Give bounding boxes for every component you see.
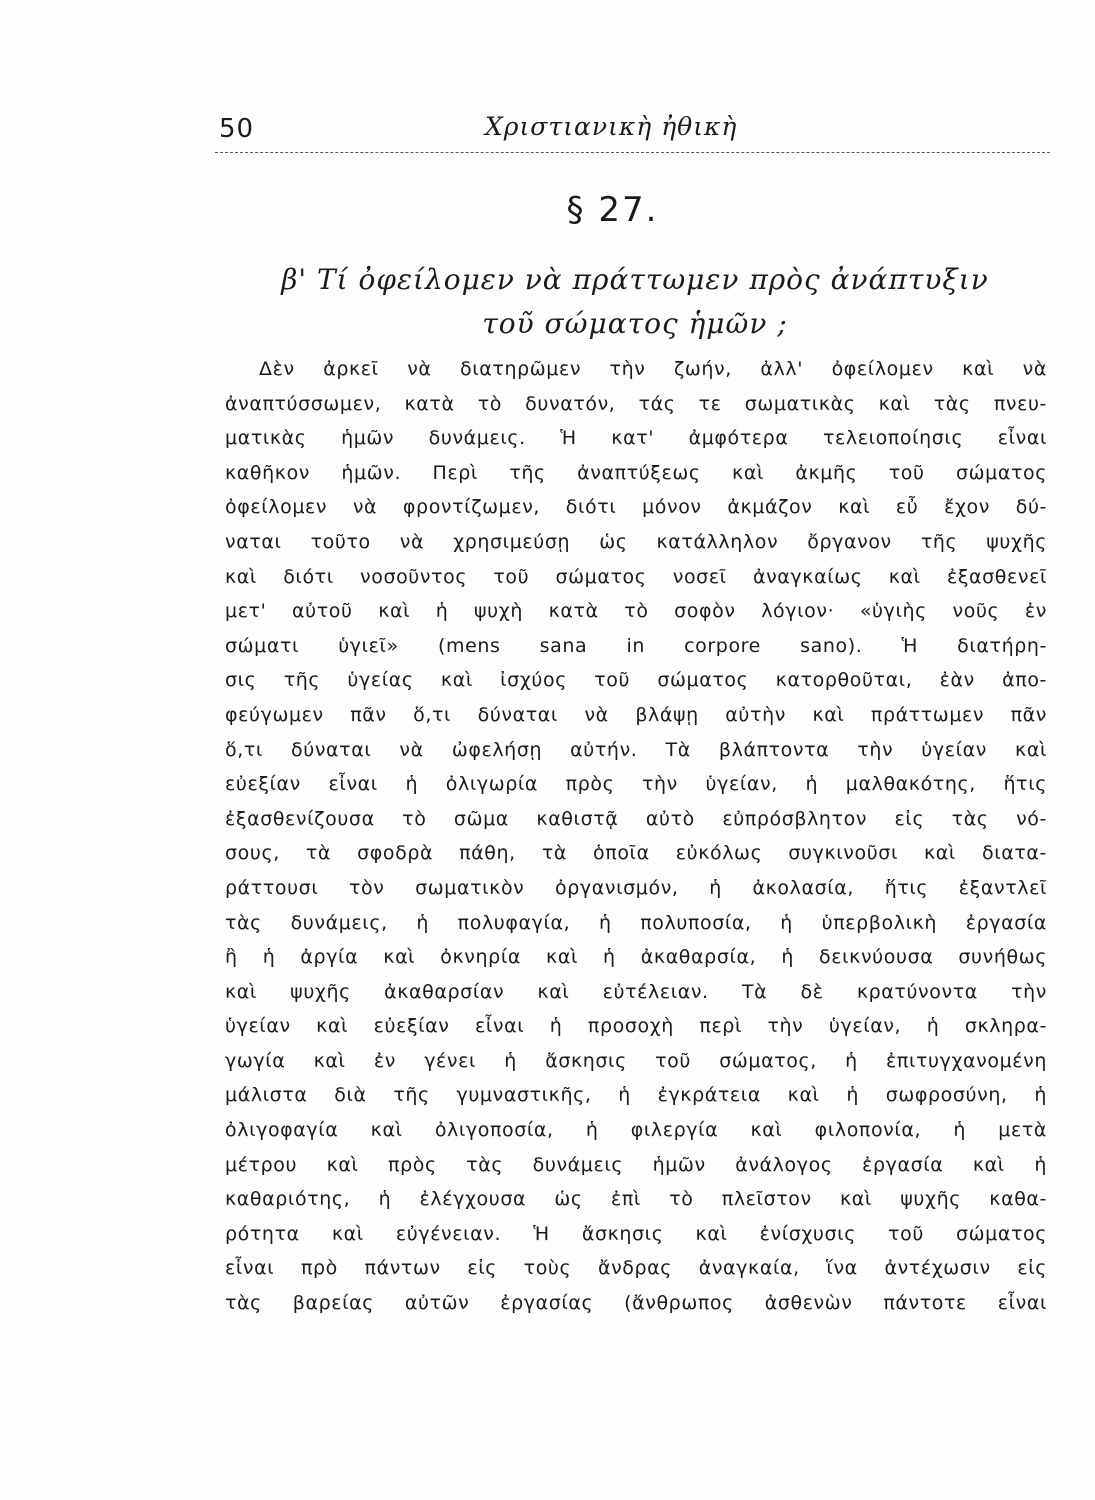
text-line: ράττουσι τὸν σωματικὸν ὀργανισμόν, ἡ ἀκολασία, ἥτις ἐξαντλεῖ <box>225 876 1047 899</box>
text-line: τὰς δυνάμεις, ἡ πολυφαγία, ἡ πολυποσία, ἡ ὑπερβολικὴ ἐργασία <box>225 911 1047 934</box>
text-line: σις τῆς ὑγείας καὶ ἰσχύος τοῦ σώματος κατορθοῦται, ἐὰν ἀπο- <box>225 669 1047 692</box>
text-line: φεύγωμεν πᾶν ὅ,τι δύναται νὰ βλάψῃ αὐτὴν καὶ πράττωμεν πᾶν <box>225 703 1047 726</box>
text-line: εἶναι πρὸ πάντων εἰς τοὺς ἄνδρας ἀναγκαία, ἵνα ἀντέχωσιν εἰς <box>225 1257 1047 1280</box>
text-line: ρότητα καὶ εὐγένειαν. Ἡ ἄσκησις καὶ ἐνίσχυσις τοῦ σώματος <box>225 1222 1047 1245</box>
text-line: ἢ ἡ ἀργία καὶ ὀκνηρία καὶ ἡ ἀκαθαρσία, ἡ δεικνύουσα συνήθως <box>225 946 1047 969</box>
section-number: § 27. <box>566 190 659 230</box>
text-line: καθῆκον ἡμῶν. Περὶ τῆς ἀναπτύξεως καὶ ἀκμῆς τοῦ σώματος <box>225 461 1047 484</box>
text-line: ὀφείλομεν νὰ φροντίζωμεν, διότι μόνον ἀκμάζον καὶ εὖ ἔχον δύ- <box>225 496 1047 519</box>
text-line: ἀναπτύσσωμεν, κατὰ τὸ δυνατόν, τάς τε σωματικὰς καὶ τὰς πνευ- <box>225 392 1047 415</box>
text-line: μέτρου καὶ πρὸς τὰς δυνάμεις ἡμῶν ἀνάλογος ἐργασία καὶ ἡ <box>225 1153 1047 1176</box>
text-line: γωγία καὶ ἐν γένει ἡ ἄσκησις τοῦ σώματος, ἡ ἐπιτυγχανομένη <box>225 1049 1047 1072</box>
body-paragraph <box>225 352 1047 1321</box>
text-line: τὰς βαρείας αὐτῶν ἐργασίας (ἄνθρωπος ἀσθενὼν πάντοτε εἶναι <box>225 1292 1047 1315</box>
text-line: εὐεξίαν εἶναι ἡ ὀλιγωρία πρὸς τὴν ὑγείαν, ἡ μαλθακότης, ἥτις <box>225 773 1047 796</box>
running-title: Χριστιανικὴ ἠθικὴ <box>485 112 738 141</box>
section-heading <box>225 258 1045 346</box>
text-line: ὅ,τι δύναται νὰ ὠφελήσῃ αὐτήν. Τὰ βλάπτοντα τὴν ὑγείαν καὶ <box>225 738 1047 761</box>
running-header <box>215 108 1050 153</box>
text-line: Δὲν ἀρκεῖ νὰ διατηρῶμεν τὴν ζωήν, ἀλλ' ὀφείλομεν καὶ νὰ <box>259 358 1047 380</box>
text-line: ὑγείαν καὶ εὐεξίαν εἶναι ἡ προσοχὴ περὶ τὴν ὑγείαν, ἡ σκληρα- <box>225 1015 1047 1038</box>
text-line: ναται τοῦτο νὰ χρησιμεύσῃ ὡς κατάλληλον ὄργανον τῆς ψυχῆς <box>225 530 1047 553</box>
text-line: ματικὰς ἡμῶν δυνάμεις. Ἡ κατ' ἀμφότερα τελειοποίησις εἶναι <box>225 427 1047 450</box>
text-line: ἐξασθενίζουσα τὸ σῶμα καθιστᾷ αὐτὸ εὐπρόσβλητον εἰς τὰς νό- <box>225 807 1047 830</box>
text-line: καὶ διότι νοσοῦντος τοῦ σώματος νοσεῖ ἀναγκαίως καὶ ἐξασθενεῖ <box>225 565 1047 588</box>
section-heading-line: τοῦ σώματος ἡμῶν ; <box>482 307 788 340</box>
text-line: καθαριότης, ἡ ἐλέγχουσα ὡς ἐπὶ τὸ πλεῖστον καὶ ψυχῆς καθα- <box>225 1188 1047 1211</box>
text-line: μετ' αὐτοῦ καὶ ἡ ψυχὴ κατὰ τὸ σοφὸν λόγιον· «ὑγιὴς νοῦς ἐν <box>225 600 1047 623</box>
text-line: καὶ ψυχῆς ἀκαθαρσίαν καὶ εὐτέλειαν. Τὰ δὲ κρατύνοντα τὴν <box>225 980 1047 1003</box>
page-number: 50 <box>219 114 255 144</box>
text-line: ὀλιγοφαγία καὶ ὀλιγοποσία, ἡ φιλεργία καὶ φιλοπονία, ἡ μετὰ <box>225 1119 1047 1142</box>
text-line: σώματι ὑγιεῖ» (mens sana in corpore sano). Ἡ διατήρη- <box>225 634 1047 657</box>
section-heading-line: β' Τί ὀφείλομεν νὰ πράττωμεν πρὸς ἀνάπτυξιν <box>281 263 989 296</box>
text-line: μάλιστα διὰ τῆς γυμναστικῆς, ἡ ἐγκράτεια καὶ ἡ σωφροσύνη, ἡ <box>225 1084 1047 1107</box>
text-line: σους, τὰ σφοδρὰ πάθη, τὰ ὁποῖα εὐκόλως συγκινοῦσι καὶ διατα- <box>225 842 1047 865</box>
